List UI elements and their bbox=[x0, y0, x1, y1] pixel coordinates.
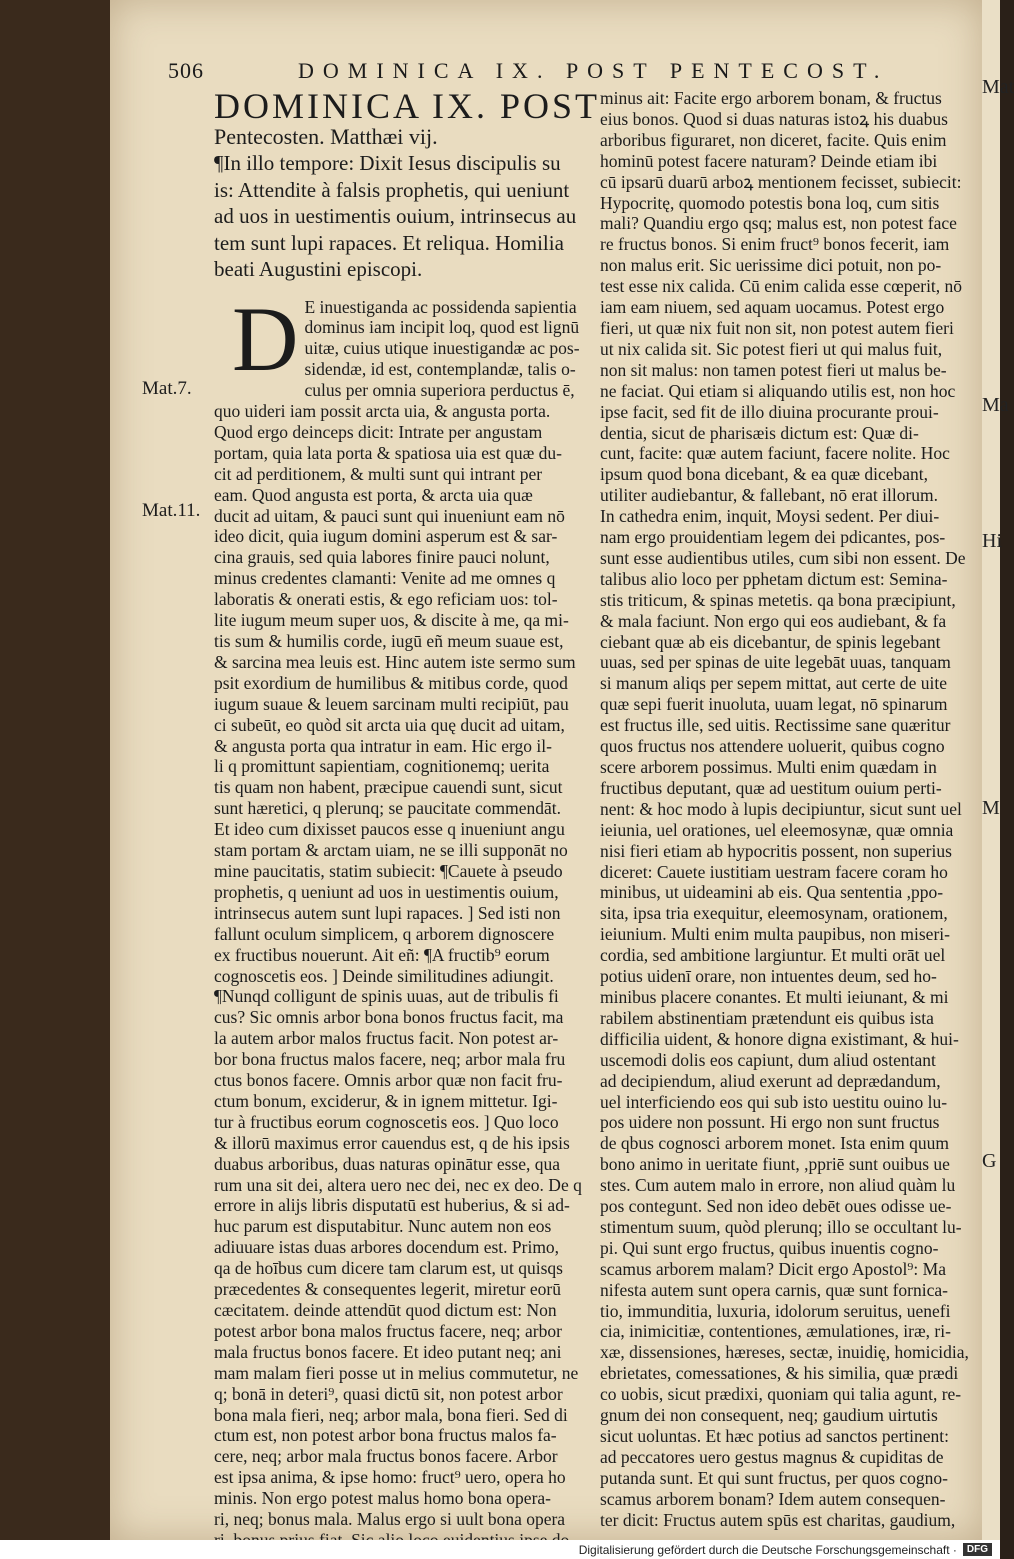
text-line: Quod ergo deinceps dicit: Intrate per angustam bbox=[214, 421, 543, 442]
text-line: cina grauis, sed quia labores finire pauci nolunt, bbox=[214, 547, 550, 568]
text-line: eam. Quod angusta est porta, & arcta uia quæ bbox=[214, 484, 533, 505]
edge-letter: Hi bbox=[982, 530, 1002, 552]
text-line: est fructus ille, sed uitis. Rectissime sane quæritur bbox=[600, 715, 951, 736]
text-line: cordia, sed ambitione largiuntur. Et multi orāt uel bbox=[600, 945, 946, 966]
text-line: cognoscetis eos. ] Deinde similitudines adiungit. bbox=[214, 965, 554, 986]
text-line: putanda sunt. Et qui sunt fructus, per quos cogno- bbox=[600, 1467, 949, 1488]
text-line: nifesta autem sunt opera carnis, quæ sunt fornica- bbox=[600, 1279, 948, 1300]
text-line: ipsum quod bona dicebant, & ea quæ dicebant, bbox=[600, 464, 929, 485]
text-line: scere arborem possimus. Multi enim quædam in bbox=[600, 757, 937, 777]
text-line: præcedentes & consequentes legerit, miretur eorū bbox=[214, 1279, 561, 1300]
text-line: pi. Qui sunt ergo fructus, quibus inuentis cogno- bbox=[600, 1237, 939, 1258]
text-line: ex fructibus nouerunt. Ait eñ: ¶A fructib⁹ eorum bbox=[214, 944, 550, 965]
text-line: minus credentes clamanti: Venite ad me omnes q bbox=[214, 568, 556, 589]
text-line: rabilem abstinentiam prætendunt eis quibus ista bbox=[600, 1007, 934, 1028]
text-line: rum una sit dei, altera uero nec dei, nec ex deo. De q bbox=[214, 1174, 582, 1195]
text-line: cū ipsarū duarū arboꝝ mentionem fecisset, subiecit: bbox=[600, 171, 962, 192]
text-line: cit ad perditionem, & multi sunt qui intrant per bbox=[214, 463, 543, 484]
text-line: hominū potest facere naturam? Deinde etiam ibi bbox=[600, 150, 938, 171]
text-line: eius bonos. Quod si duas naturas istoꝝ his duabus bbox=[600, 108, 948, 129]
text-line: bor bona fructus malos facere, neq; arbor mala fru bbox=[214, 1049, 566, 1070]
text-line: culus per omnia superiora perductus ē, bbox=[304, 380, 575, 401]
text-line: q; bonā in deteri⁹, quasi dictū sit, non potest arbor bbox=[214, 1383, 563, 1404]
text-line: diceret: Cauete iustitiam uestram facere coram ho bbox=[600, 861, 948, 882]
text-line: arboribus figuraret, non diceret, facite. Quis enim bbox=[600, 129, 947, 150]
text-line: pos contegunt. Sed non ideo debēt oues odisse ue- bbox=[600, 1196, 952, 1217]
text-line: talibus alio loco per pphetam dictum est: Semina- bbox=[600, 568, 948, 589]
text-line: ieiunia, uel orationes, uel eleemosynæ, quæ omnia bbox=[600, 819, 954, 840]
text-line: minibus, ut uideamini ab eis. Qua sententia ,ppo- bbox=[600, 882, 944, 903]
text-line: mine paucitatis, statim subiecit: ¶Cauete à pseudo bbox=[214, 860, 563, 881]
margin-note: Mat.7. bbox=[142, 378, 192, 399]
text-line: sunt hæretici, q plerunq; se paucitate commendāt. bbox=[214, 798, 561, 819]
text-line: In cathedra enim, inquit, Moysi sedent. Per diui- bbox=[600, 506, 940, 527]
text-line: ri, neq; bonus mala. Malus ergo si uult bona opera bbox=[214, 1509, 566, 1530]
text-line: ctus bonos facere. Omnis arbor quæ non facit fru- bbox=[214, 1070, 563, 1091]
text-line: duabus arboribus, duas naturas opinātur esse, qua bbox=[214, 1153, 561, 1174]
text-line: ebrietates, comessationes, & his similia, quæ prædi bbox=[600, 1363, 959, 1384]
text-line: tio, immunditia, luxuria, idolorum seruitus, uenefi bbox=[600, 1300, 951, 1321]
scan-background bbox=[0, 0, 110, 1540]
text-line: la autem arbor malos fructus facit. Non potest ar- bbox=[214, 1028, 559, 1049]
text-line: dentia, sicut de pharisæis dictum est: Quæ di- bbox=[600, 422, 919, 443]
text-line: minis. Non ergo potest malus homo bona opera- bbox=[214, 1488, 551, 1509]
text-line: & illorū maximus error cauendus est, q de his ipsis bbox=[214, 1132, 570, 1153]
text-line: test esse nix calida. Cū enim calida esse cœperit, nō bbox=[600, 276, 963, 297]
lead-line: ad uos in uestimentis ouium, intrinsecus au bbox=[214, 204, 577, 228]
text-line: fieri, ut quæ nix fuit non sit, non potest autem fieri bbox=[600, 317, 954, 338]
text-line: ctum est, non potest arbor bona fructus malos fa- bbox=[214, 1425, 557, 1446]
text-line: ctum bonum, exciderur, & in ignem mittetur. Igi- bbox=[214, 1090, 558, 1111]
footer-bar bbox=[0, 1540, 1000, 1559]
homily-opening bbox=[214, 287, 586, 402]
text-line: de qbus cognosci arborem monet. Ista enim quum bbox=[600, 1133, 949, 1154]
text-line: ut nix calida sit. Sic potest fieri ut qui malus fuit, bbox=[600, 338, 943, 359]
text-line: cæcitatem. deinde attendūt quod dictum est: Non bbox=[214, 1300, 557, 1320]
text-line: portam, quia lata porta & spatiosa uia est quæ du- bbox=[214, 442, 562, 463]
text-line: cus? Sic omnis arbor bona bonos fructus facit, ma bbox=[214, 1007, 564, 1028]
text-line: stis triticum, & spinas metetis. qa bona præcipiunt, bbox=[600, 589, 956, 610]
text-line: sidendæ, id est, contemplandæ, talis o- bbox=[304, 359, 576, 380]
lead-line: is: Attendite à falsis prophetis, qui ueniunt bbox=[214, 177, 570, 202]
text-line: co uobis, sicut prædixi, quoniam qui talia agunt, re- bbox=[600, 1384, 962, 1405]
section-title: DOMINICA IX. POST bbox=[214, 86, 601, 126]
text-line: nam ergo prouidentiam legem dei pdicantes, pos- bbox=[600, 527, 946, 548]
text-line: sicut uoluntas. Et hæc potius ad sanctos pertinent: bbox=[600, 1426, 949, 1446]
text-line: ad decipiendum, aliud exerunt ad deprædandum, bbox=[600, 1070, 941, 1091]
right-column bbox=[600, 88, 972, 1531]
drop-cap: D bbox=[232, 287, 299, 390]
text-line: iam eam niuem, sed aquam uocamus. Potest ergo bbox=[600, 297, 945, 318]
text-line: scamus arborem malam? Dicit ergo Apostol⁹: Ma bbox=[600, 1258, 946, 1279]
edge-letter: Mat bbox=[982, 76, 1014, 98]
text-line: & sarcina mea leuis est. Hinc autem iste sermo sum bbox=[214, 651, 576, 672]
text-line: ciebant quæ ab eis dicebantur, de spinis legebant bbox=[600, 631, 941, 652]
lead-line: tem sunt lupi rapaces. Et reliqua. Homilia bbox=[214, 230, 564, 255]
text-line: difficilia uident, & honore digna existimant, & hui- bbox=[600, 1028, 959, 1049]
next-page-edge bbox=[982, 0, 1014, 1540]
text-line: huc parum est disputabitur. Nunc autem non eos bbox=[214, 1216, 552, 1237]
text-line: psit exordium de humilibus & mitibus corde, quod bbox=[214, 672, 568, 693]
text-line: mam malam fieri posse ut in melius commutetur, ne bbox=[214, 1362, 579, 1383]
text-line: stam portam & arctam uiam, ne se illi supponāt no bbox=[214, 840, 568, 861]
text-line: xæ, dissensiones, hæreses, sectæ, inuidię, homicidia, bbox=[600, 1342, 969, 1363]
text-line: fallunt oculum simplicem, q arborem dignoscere bbox=[214, 923, 555, 944]
text-line: adiuuare istas duas arbores docendum est. Primo, bbox=[214, 1237, 560, 1258]
text-line: laboratis & onerati estis, & ego reficiam uos: tol- bbox=[214, 589, 558, 610]
text-line: ter dicit: Fructus autem spūs est charitas, gaudium, bbox=[600, 1509, 956, 1530]
text-line: ne faciat. Qui etiam si aliquando utilis est, non hoc bbox=[600, 380, 956, 401]
text-line: Hypocritę, quomodo potestis bona loq, cum sitis bbox=[600, 192, 940, 213]
text-line: minibus placere conantes. Et multi ieiunant, & mi bbox=[600, 986, 949, 1007]
lead-paragraph bbox=[214, 150, 586, 283]
text-line: dominus iam incipit loq, quod est lignū bbox=[304, 317, 580, 338]
text-line: ipse facit, sed fit de illo diuina procurante proui- bbox=[600, 401, 939, 422]
text-line: qa de hoībus cum dicere tam clarum est, ut quisqs bbox=[214, 1258, 563, 1279]
text-line: uitæ, cuius utique inuestigandæ ac pos- bbox=[304, 338, 580, 359]
text-line: intrinsecus autem sunt lupi rapaces. ] Sed isti non bbox=[214, 902, 561, 923]
edge-letter: G bbox=[982, 1150, 997, 1172]
text-line: ducit ad uitam, & pauci sunt qui inueniunt eam nō bbox=[214, 505, 565, 526]
text-line: re fructus bonos. Si enim fruct⁹ bonos fecerit, iam bbox=[600, 234, 950, 255]
text-line: stimentum suum, quòd plerunq; illo se occultant lu- bbox=[600, 1216, 962, 1237]
text-line: sunt esse audientibus utiles, cum sibi non essent. De bbox=[600, 547, 966, 568]
text-line: li q promittunt sapientiam, cognitionemq; uerita bbox=[214, 756, 550, 777]
running-title: DOMINICA IX. POST PENTECOST. bbox=[298, 58, 889, 83]
text-line: cia, inimicitiæ, contentiones, æmulationes, iræ, ri- bbox=[600, 1321, 951, 1342]
text-line: prophetis, q ueniunt ad uos in uestimentis ouium, bbox=[214, 881, 559, 902]
text-line: potest arbor bona malos fructus facere, neq; arbor bbox=[214, 1320, 562, 1341]
text-line: nent: & hoc modo à lupis decipiuntur, sicut sunt uel bbox=[600, 798, 962, 819]
margin-note: Mat.11. bbox=[142, 500, 201, 521]
lead-line: beati Augustini episcopi. bbox=[214, 257, 423, 281]
text-line: sita, ipsa tria exequitur, eleemosynam, orationem, bbox=[600, 903, 948, 924]
text-line: non sit malus: non tamen potest fieri ut malus be- bbox=[600, 359, 947, 380]
text-line: uuas, sed per spinas de uite legebāt uuas, tanquam bbox=[600, 652, 951, 673]
dfg-logo: DFG bbox=[963, 1543, 992, 1556]
text-line: tis sum & humilis corde, iugū eñ meum suaue est, bbox=[214, 631, 564, 651]
text-line: ideo dicit, quia iugum domini asperum est & sar- bbox=[214, 526, 558, 547]
edge-letter: Ma bbox=[982, 394, 1009, 416]
text-line: potius uidenī orare, non intuentes deum, sed ho- bbox=[600, 966, 937, 987]
edge-letter: M bbox=[982, 797, 1000, 819]
text-line: bono animo in ueritate fiunt, ,ppriē sunt ouibus ue bbox=[600, 1154, 950, 1175]
text-line: cunt, facite: quæ autem faciunt, facere nolite. Hoc bbox=[600, 443, 950, 464]
text-line: gnum dei non consequent, neq; gaudium uirtutis bbox=[600, 1405, 938, 1426]
text-line: ¶Nunqd colligunt de spinis uuas, aut de tribulis fi bbox=[214, 986, 559, 1007]
text-line: est ipsa anima, & ipse homo: fruct⁹ uero, opera ho bbox=[214, 1467, 566, 1488]
left-column bbox=[214, 86, 601, 1551]
text-line: ci subeūt, eo quòd sit arcta uia quę ducit ad uitam, bbox=[214, 714, 565, 735]
left-body bbox=[214, 401, 586, 1551]
text-line: non malus erit. Sic uerissime dici potuit, non po- bbox=[600, 255, 942, 276]
text-line: lite iugum meum super uos, & discite à me, qa mi- bbox=[214, 610, 569, 631]
footer-credit: Digitalisierung gefördert durch die Deutsche Forschungsgemeinschaft · bbox=[578, 1542, 957, 1557]
lead-line: ¶In illo tempore: Dixit Iesus discipulis su bbox=[214, 151, 561, 175]
text-line: mala fructus bonos facere. Et ideo putant neq; ani bbox=[214, 1341, 562, 1362]
text-line: quos fructus nos attendere uoluerit, quibus cogno bbox=[600, 736, 945, 757]
text-line: uscemodi dolis eos capiunt, dum aliud ostentant bbox=[600, 1049, 936, 1070]
text-line: cere, neq; arbor mala fructus bonos facere. Arbor bbox=[214, 1446, 558, 1467]
text-line: iugum suaue & leuem sarcinam multi recipiūt, pau bbox=[214, 693, 569, 714]
text-line: uel interficiendo eos qui sub isto uestitu ouino lu- bbox=[600, 1091, 948, 1112]
text-line: stes. Cum autem malo in errore, non aliud quàm lu bbox=[600, 1175, 956, 1196]
text-line: E inuestiganda ac possidenda sapientia bbox=[304, 296, 577, 317]
text-line: & angusta porta qua intratur in eam. Hic ergo il- bbox=[214, 735, 552, 756]
text-line: quo uideri iam possit arcta uia, & angusta porta. bbox=[214, 401, 551, 422]
page-number: 506 bbox=[168, 58, 204, 83]
text-line: errore in alijs libris disputatū est huberius, & si ad- bbox=[214, 1195, 570, 1216]
text-line: Et ideo cum dixisset paucos esse q inueniunt angu bbox=[214, 819, 565, 840]
text-line: utiliter audiebantur, & fallebant, nō erat illorum. bbox=[600, 485, 939, 506]
text-line: pos uidere non possunt. Hi ergo non sunt fructus bbox=[600, 1112, 940, 1133]
text-line: scamus arborem bonam? Idem autem consequen- bbox=[600, 1488, 946, 1509]
text-line: quæ sepi fuerit inuoluta, uuam legat, nō spinarum bbox=[600, 694, 948, 715]
text-line: tis quam non habent, præcipue cauendi sunt, sicut bbox=[214, 777, 563, 798]
text-line: tur à fructibus eorum cognoscetis eos. ] Quo loco bbox=[214, 1111, 559, 1132]
text-line: nisi fieri etiam ab hypocritis possent, non superius bbox=[600, 840, 952, 861]
text-line: & mala faciunt. Non ergo qui eos audiebant, & fa bbox=[600, 610, 947, 631]
section-subtitle: Pentecosten. Matthæi vij. bbox=[214, 124, 438, 149]
text-line: ad peccatores uero gestus magnus & cupiditas de bbox=[600, 1446, 944, 1467]
text-line: si manum aliqs per sepem mittat, aut certe de uite bbox=[600, 673, 947, 694]
text-line: fructibus deputant, quæ ad uestitum ouium perti- bbox=[600, 777, 942, 798]
text-line: ieiunium. Multi enim multa paupibus, non miseri- bbox=[600, 924, 950, 945]
text-line: minus ait: Facite ergo arborem bonam, & fructus bbox=[600, 88, 942, 108]
text-line: mali? Quandiu ergo qsq; malus est, non potest face bbox=[600, 213, 957, 234]
text-line: bona mala fieri, neq; arbor mala, bona fieri. Sed di bbox=[214, 1404, 568, 1425]
